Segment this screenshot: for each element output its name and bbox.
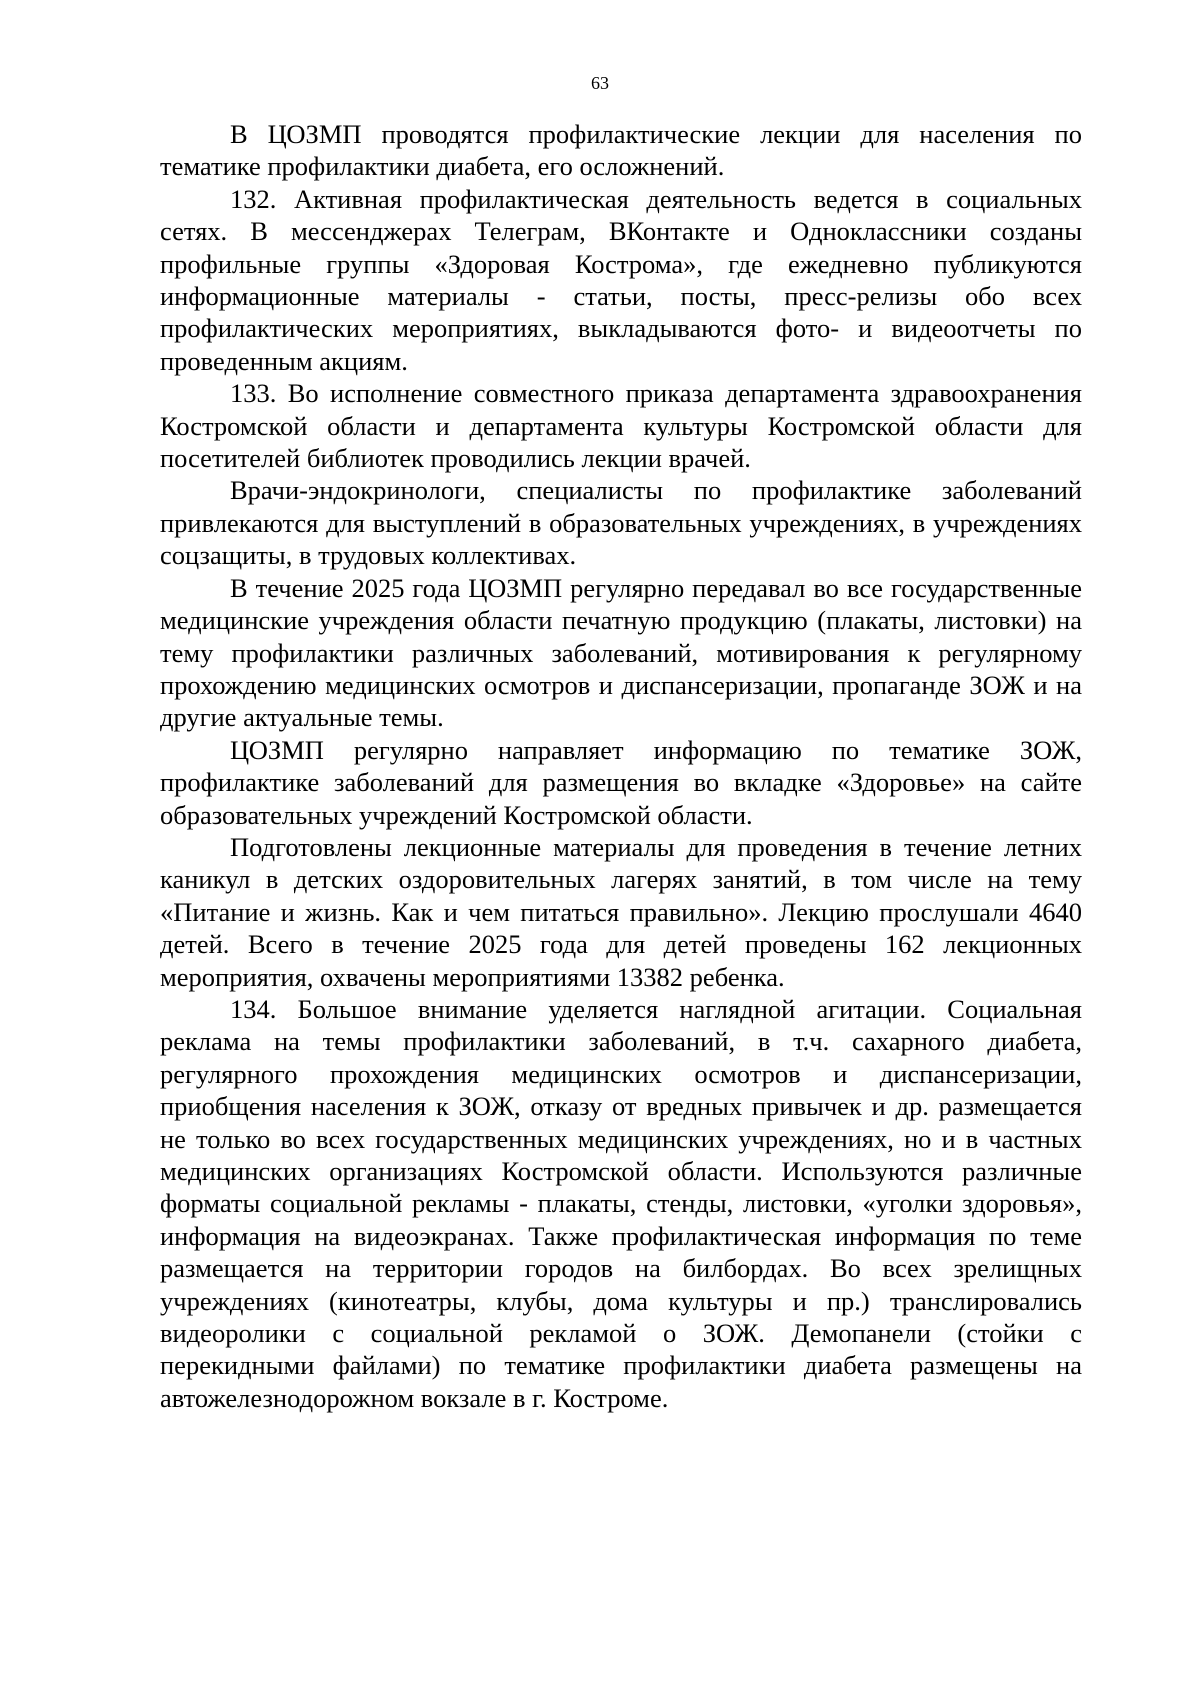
page-number: 63 — [591, 73, 609, 93]
paragraph-lectures: В ЦОЗМП проводятся профилактические лекции для населения по тематике профилактики диабета, его осложнений. — [160, 119, 1082, 182]
paragraph-133-library-lectures: 133. Во исполнение совместного приказа департамента здравоохранения Костромской области и департамента культуры Костромской области для посетителей библиотек проводились лекции врачей. — [160, 378, 1082, 474]
paragraph-summer-camps: Подготовлены лекционные материалы для проведения в течение летних каникул в детских оздоровительных лагерях занятий, в том числе на тему «Питание и жизнь. Как и чем питаться правильно». Лекцию прослушали 4640 детей. Всего в течение 2025 года для детей проведены 162 лекционных мероприятия, охвачены мероприятиями 13382 ребенка. — [160, 831, 1082, 992]
paragraph-134-visual-campaign: 134. Большое внимание уделяется наглядной агитации. Социальная реклама на темы профилактики заболеваний, в т.ч. сахарного диабета, регулярного прохождения медицинских осмотров и диспансеризации, приобщения населения к ЗОЖ, отказу от вредных привычек и др. размещается не только во всех государственных медицинских учреждениях, но и в частных медицинских организациях Костромской области. Используются различные форматы социальной рекламы - плакаты, стенды, листовки, «уголки здоровья», информация на видеоэкранах. Также профилактическая информация по теме размещается на территории городов на билбордах. Во всех зрелищных учреждениях (кинотеатры, клубы, дома культуры и пр.) транслировались видеоролики с социальной рекламой о ЗОЖ. Демопанели (стойки с перекидными файлами) по тематике профилактики диабета размещены на автожелезнодорожном вокзале в г. Костроме. — [160, 993, 1082, 1413]
paragraph-health-tab: ЦОЗМП регулярно направляет информацию по тематике ЗОЖ, профилактике заболеваний для размещения во вкладке «Здоровье» на сайте образовательных учреждений Костромской области. — [160, 734, 1082, 830]
paragraph-printed-materials: В течение 2025 года ЦОЗМП регулярно передавал во все государственные медицинские учреждения области печатную продукцию (плакаты, листовки) на тему профилактики различных заболеваний, мотивирования к регулярному прохождению медицинских осмотров и диспансеризации, пропаганде ЗОЖ и на другие актуальные темы. — [160, 572, 1082, 733]
paragraph-132-social-networks: 132. Активная профилактическая деятельность ведется в социальных сетях. В мессенджерах Телеграм, ВКонтакте и Одноклассники созданы профильные группы «Здоровая Кострома», где ежедневно публикуются информационные материалы - статьи, посты, пресс-релизы обо всех профилактических мероприятиях, выкладываются фото- и видеоотчеты по проведенным акциям. — [160, 183, 1082, 376]
paragraph-endocrinologists: Врачи-эндокринологи, специалисты по профилактике заболеваний привлекаются для выступлений в образовательных учреждениях, в учреждениях соцзащиты, в трудовых коллективах. — [160, 475, 1082, 571]
document-body — [160, 118, 1082, 1414]
